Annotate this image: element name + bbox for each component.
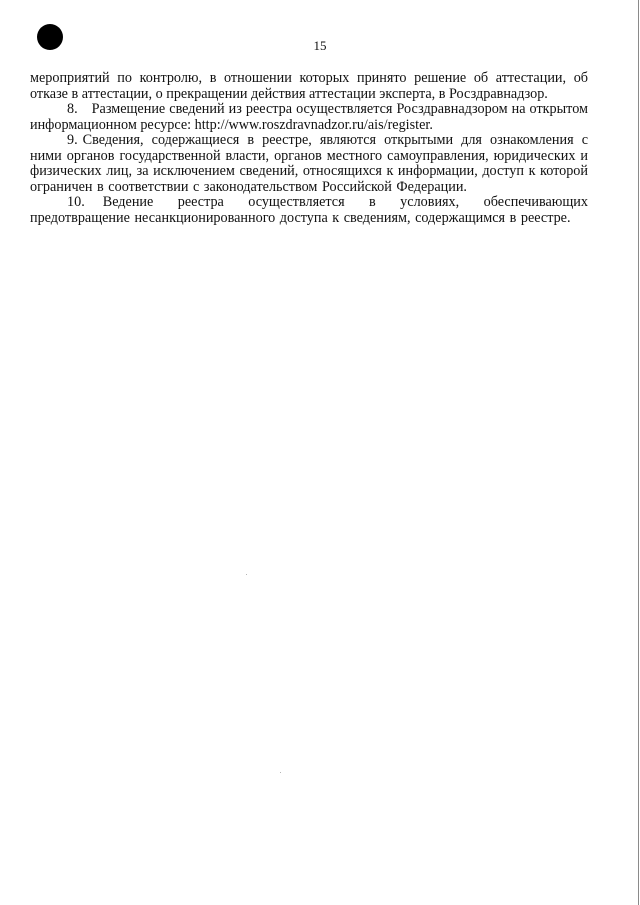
item-text: Размещение сведений из реестра осуществляется Росздравнадзором на открытом информационном ресурсе: http://www.roszdravnadzor.ru/ais/register. xyxy=(30,101,588,133)
paragraph-item-9 xyxy=(30,133,588,195)
paragraph-item-10 xyxy=(30,195,588,226)
item-number: 9. xyxy=(67,132,78,148)
paragraph-item-8 xyxy=(30,102,588,133)
item-number: 10. xyxy=(67,194,85,210)
paragraph-continuation: мероприятий по контролю, в отношении которых принято решение об аттестации, об отказе в аттестации, о прекращении действия аттестации эксперта, в Росздравнадзор. xyxy=(30,70,588,102)
scan-speck xyxy=(280,772,281,773)
item-number: 8. xyxy=(67,101,78,117)
item-text: Сведения, содержащиеся в реестре, являются открытыми для ознакомления с ними органов государственной власти, органов местного самоуправления, юридических и физических лиц, за исключением сведений, относящихся к информации, доступ к которой ограничен в соответствии с законодательством Российской Федерации. xyxy=(30,132,588,195)
document-body xyxy=(30,71,588,226)
scan-speck xyxy=(246,574,247,575)
scan-edge-line xyxy=(638,0,639,905)
item-text: Ведение реестра осуществляется в условиях, обеспечивающих предотвращение несанкционированного доступа к сведениям, содержащимся в реестре. xyxy=(30,194,588,226)
page-number: 15 xyxy=(313,38,327,53)
